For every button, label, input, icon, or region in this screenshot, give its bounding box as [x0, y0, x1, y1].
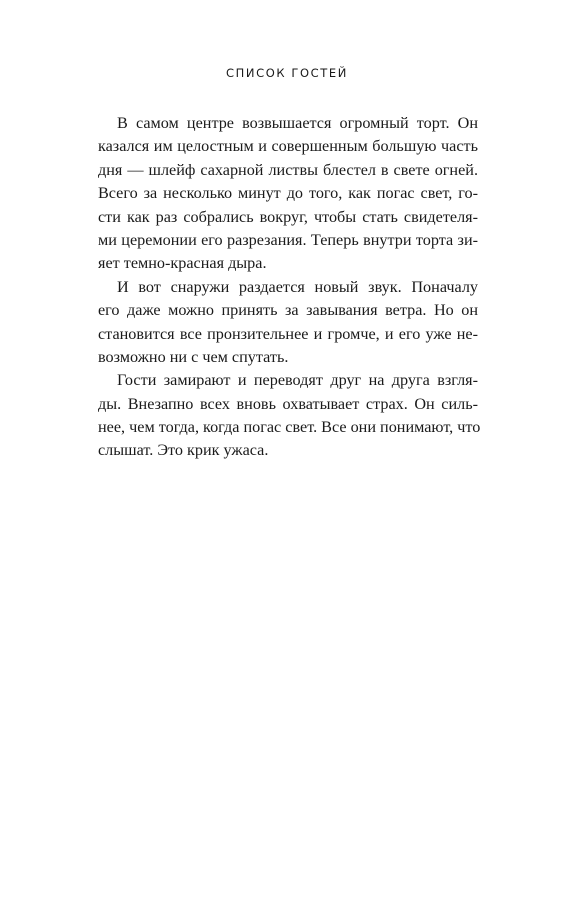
text-line: дня — шлейф сахарной листвы блестел в свете огней. — [98, 160, 478, 179]
paragraph — [98, 112, 478, 276]
text-line: В самом центре возвышается огромный торт. Он — [117, 114, 478, 132]
text-line: нее, чем тогда, когда погас свет. Все они понимают, что — [98, 418, 481, 437]
text-line: становится все пронзительнее и громче, и его уже не- — [98, 324, 478, 343]
text-line: его даже можно принять за завывания ветра. Но он — [98, 301, 478, 320]
text-line: яет темно-красная дыра. — [98, 254, 267, 273]
running-head: СПИСОК ГОСТЕЙ — [226, 66, 348, 80]
text-line: Всего за несколько минут до того, как погас свет, го- — [98, 184, 478, 203]
text-line: Гости замирают и переводят друг на друга взгля- — [117, 371, 478, 390]
text-line: казался им целостным и совершенным большую часть — [98, 137, 478, 156]
text-line: И вот снаружи раздается новый звук. Поначалу — [117, 277, 478, 296]
text-line: возможно ни с чем спутать. — [98, 347, 289, 366]
text-line: ды. Внезапно всех вновь охватывает страх. Он силь- — [98, 394, 478, 413]
text-line: сти как раз собрались вокруг, чтобы стать свидетеля- — [98, 207, 478, 226]
body-text — [98, 112, 481, 463]
paragraph — [98, 369, 481, 463]
paragraph — [98, 276, 478, 370]
text-line: ми церемонии его разрезания. Теперь внутри торта зи- — [98, 230, 478, 249]
text-line: слышат. Это крик ужаса. — [98, 441, 269, 460]
